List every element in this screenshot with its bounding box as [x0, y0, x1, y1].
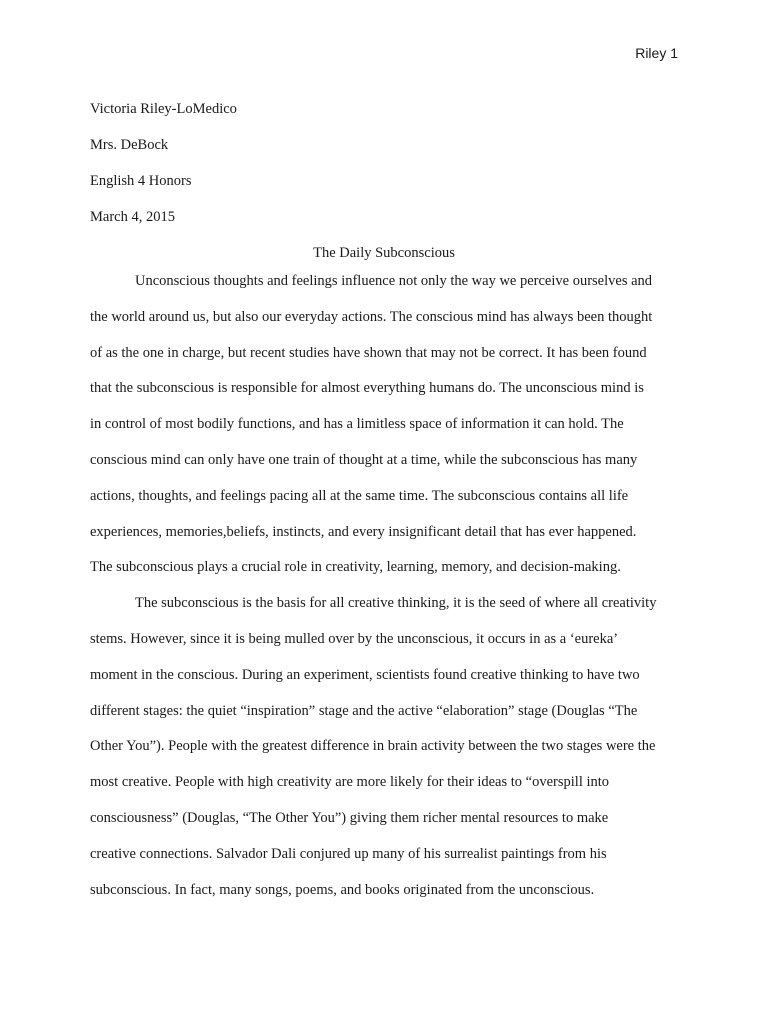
body-line: subconscious. In fact, many songs, poems, and books originated from the unconscious. [90, 881, 595, 898]
body-line: stems. However, since it is being mulled over by the unconscious, it occurs in as a ‘eureka’ [90, 630, 619, 647]
body-line: consciousness” (Douglas, “The Other You”) giving them richer mental resources to make [90, 809, 609, 826]
teacher-name: Mrs. DeBock [90, 137, 169, 153]
body-line: in control of most bodily functions, and has a limitless space of information it can hold. The [90, 416, 624, 433]
author-name: Victoria Riley-LoMedico [90, 101, 237, 117]
mla-heading [90, 91, 678, 235]
body-line: different stages: the quiet “inspiration” stage and the active “elaboration” stage (Douglas “The [90, 702, 638, 719]
body-line: Other You”). People with the greatest difference in brain activity between the two stages were the [90, 738, 656, 755]
body-line: The subconscious is the basis for all creative thinking, it is the seed of where all creativity [135, 595, 657, 612]
body-line: of as the one in charge, but recent studies have shown that may not be correct. It has been found [90, 344, 647, 361]
course-name: English 4 Honors [90, 173, 192, 189]
essay-title: The Daily Subconscious [313, 245, 455, 261]
body-line: moment in the conscious. During an experiment, scientists found creative thinking to have two [90, 666, 640, 683]
body-line: experiences, memories,beliefs, instincts, and every insignificant detail that has ever happened. [90, 523, 637, 540]
body-line: that the subconscious is responsible for almost everything humans do. The unconscious mind is [90, 380, 644, 397]
body-line: the world around us, but also our everyday actions. The conscious mind has always been thought [90, 308, 653, 325]
essay-date: March 4, 2015 [90, 209, 175, 225]
running-head: Riley 1 [635, 45, 678, 61]
body-line: actions, thoughts, and feelings pacing all at the same time. The subconscious contains all life [90, 487, 629, 504]
body-line: The subconscious plays a crucial role in creativity, learning, memory, and decision-making. [90, 559, 621, 576]
essay-body [90, 264, 678, 908]
body-line: creative connections. Salvador Dali conjured up many of his surrealist paintings from his [90, 845, 607, 862]
body-line: Unconscious thoughts and feelings influence not only the way we perceive ourselves and [135, 273, 653, 289]
body-line: conscious mind can only have one train of thought at a time, while the subconscious has many [90, 451, 638, 468]
body-line: most creative. People with high creativity are more likely for their ideas to “overspill into [90, 774, 610, 791]
